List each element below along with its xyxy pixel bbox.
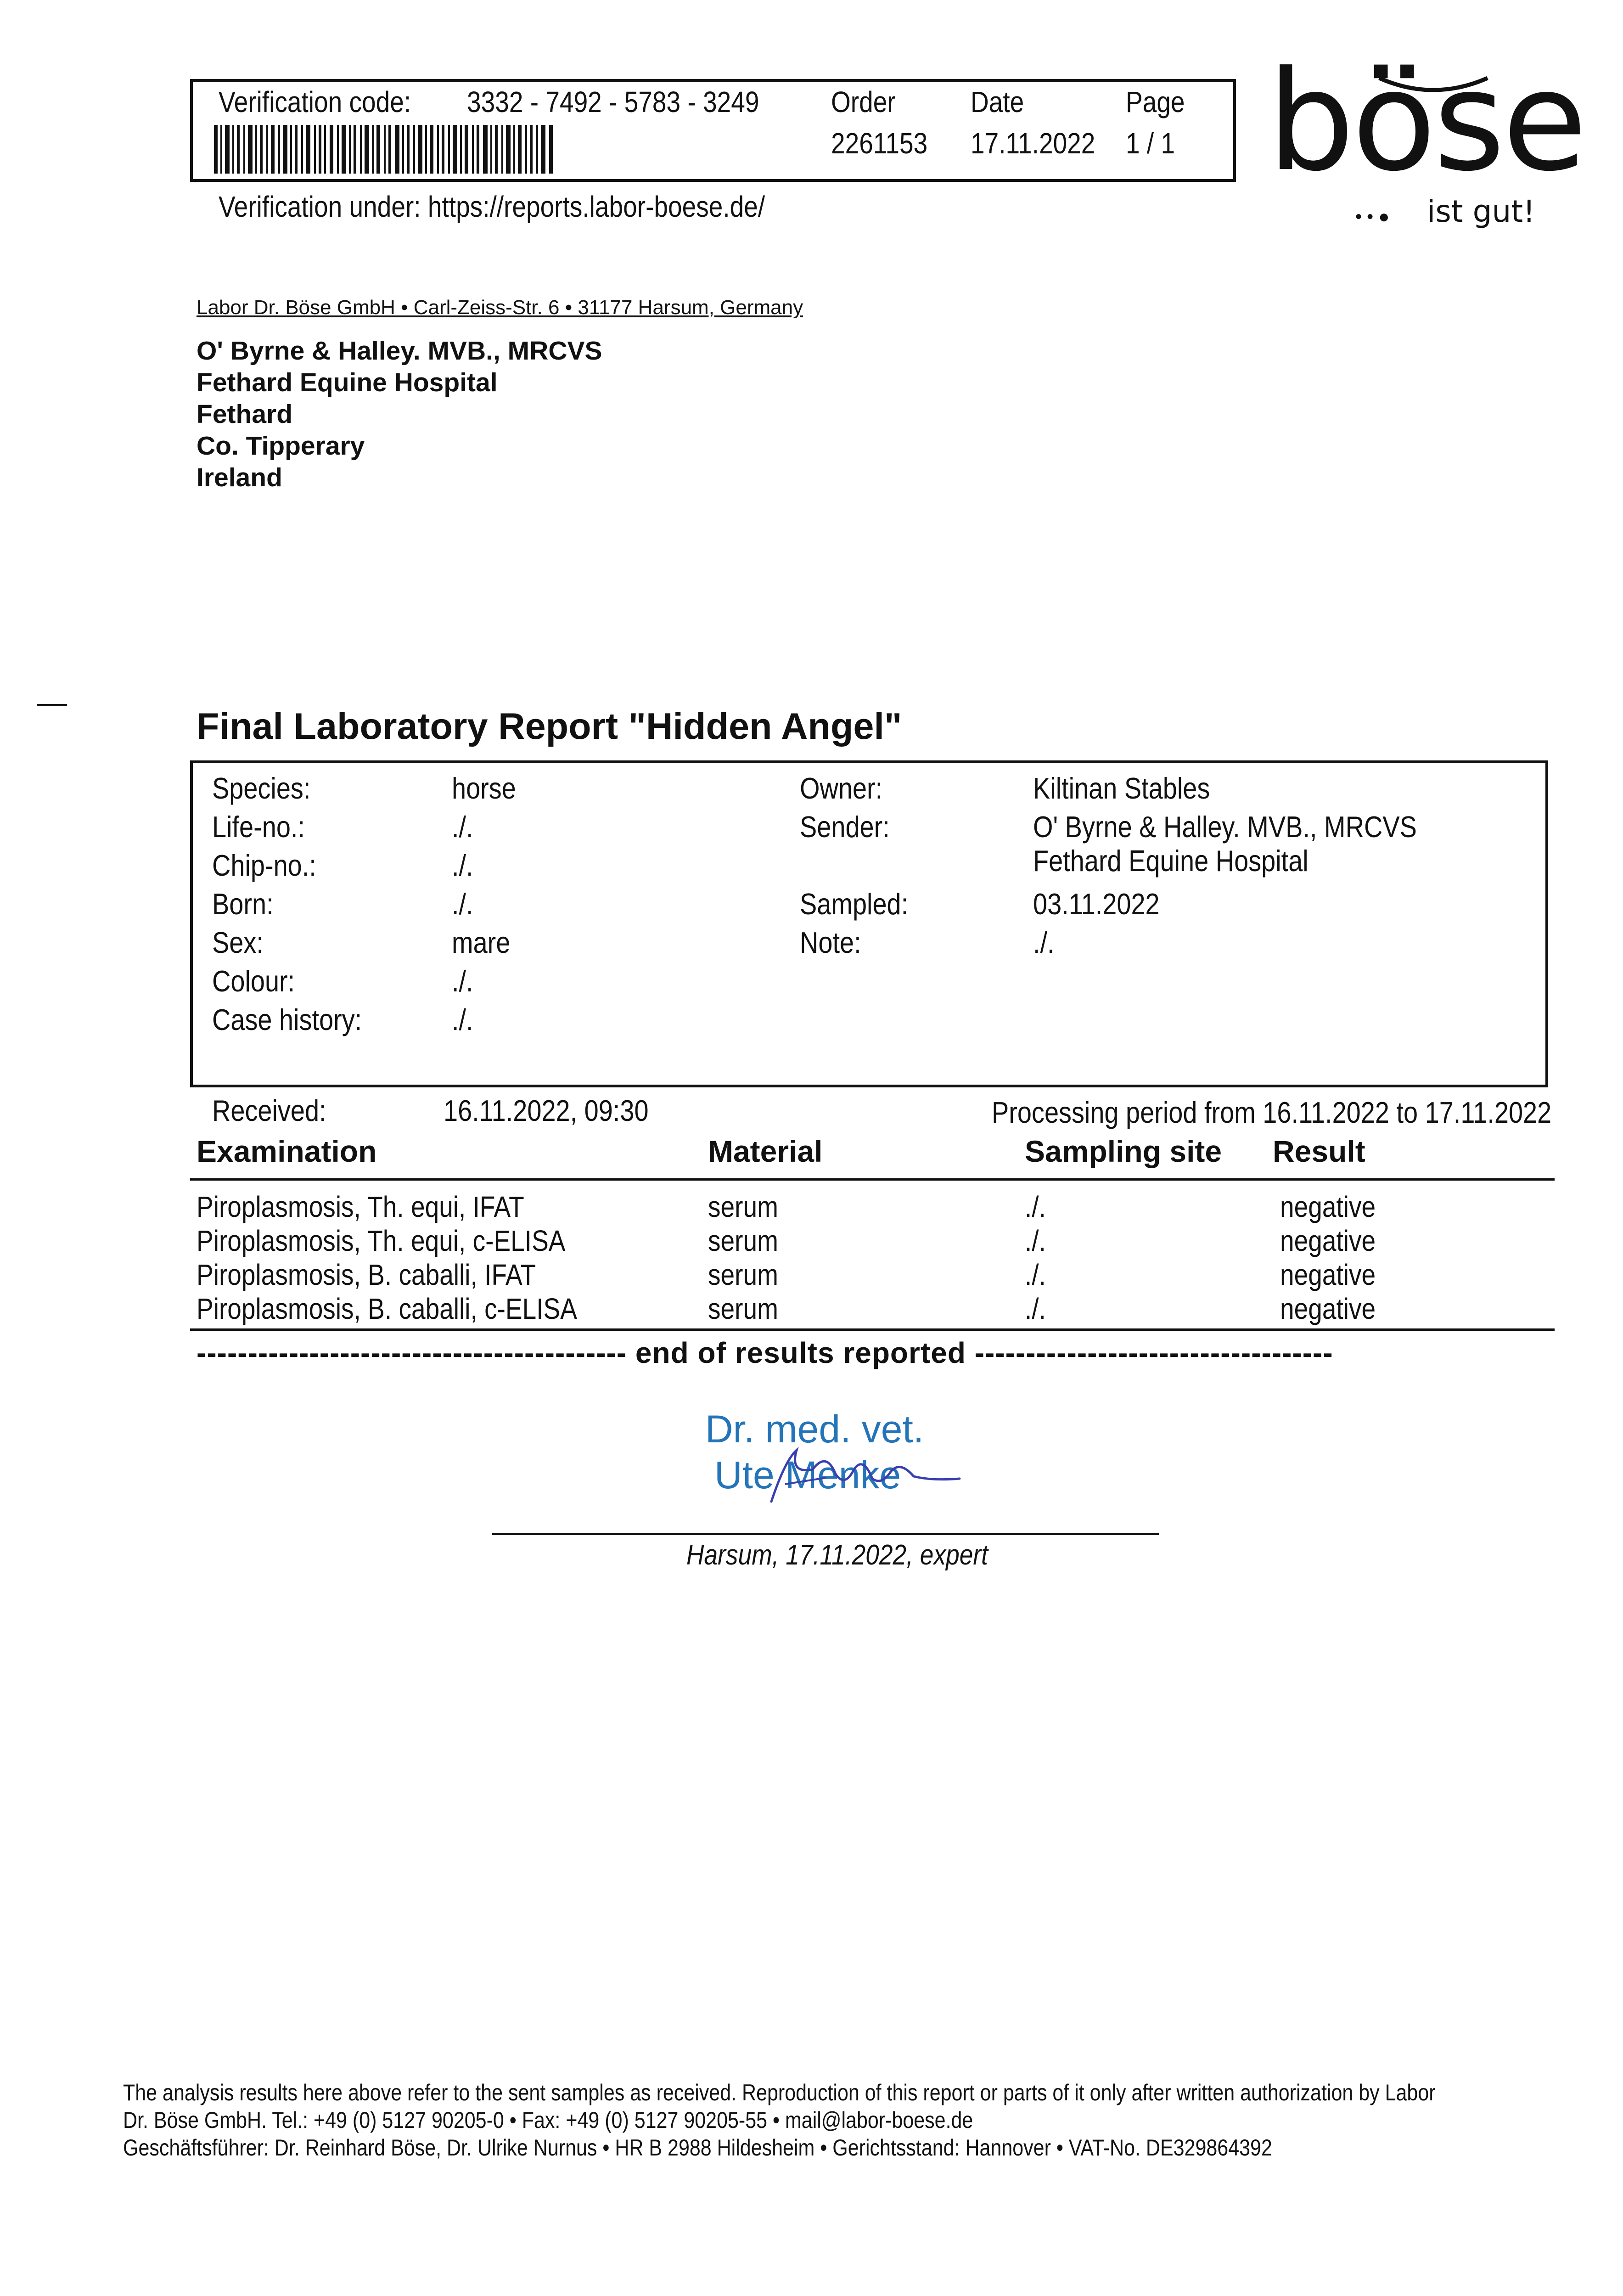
sampled-value: 03.11.2022 xyxy=(1033,887,1160,921)
column-material: Material xyxy=(708,1134,823,1168)
sampling-site-cell: ./. xyxy=(1025,1224,1046,1257)
note-value: ./. xyxy=(1033,926,1055,959)
verification-url: Verification under: https://reports.labor-boese.de/ xyxy=(219,190,765,223)
footer-line-1: The analysis results here above refer to the sent samples as received. Reproduction of this report or parts of it only after written authorization by Labor xyxy=(123,2080,1436,2105)
fold-mark xyxy=(37,704,67,706)
signature-caption: Harsum, 17.11.2022, expert xyxy=(686,1539,988,1571)
sender-label: Sender: xyxy=(800,810,890,844)
material-cell: serum xyxy=(708,1190,778,1223)
signature-line xyxy=(492,1533,1159,1535)
born-value: ./. xyxy=(452,887,473,921)
handwritten-signature xyxy=(716,1442,973,1506)
note-label: Note: xyxy=(800,926,861,959)
date-value: 17.11.2022 xyxy=(971,127,1095,160)
column-examination: Examination xyxy=(197,1134,377,1168)
sampling-site-cell: ./. xyxy=(1025,1292,1046,1325)
sampling-site-cell: ./. xyxy=(1025,1190,1046,1223)
page-value: 1 / 1 xyxy=(1126,127,1175,160)
order-value: 2261153 xyxy=(831,127,928,160)
sex-value: mare xyxy=(452,926,511,959)
logo-smile-icon xyxy=(1376,73,1490,101)
end-of-results: ------------------------------------------ end of results reported ----------------------------------- xyxy=(197,1336,1333,1369)
examination-cell: Piroplasmosis, Th. equi, IFAT xyxy=(197,1190,524,1223)
date-label: Date xyxy=(971,85,1024,118)
table-bottom-rule xyxy=(190,1328,1555,1331)
examination-cell: Piroplasmosis, B. caballi, c-ELISA xyxy=(197,1292,577,1325)
recipient-line-1: O' Byrne & Halley. MVB., MRCVS xyxy=(197,336,602,366)
received-value: 16.11.2022, 09:30 xyxy=(444,1094,649,1127)
owner-value: Kiltinan Stables xyxy=(1033,771,1210,805)
life-no-label: Life-no.: xyxy=(212,810,305,844)
sex-label: Sex: xyxy=(212,926,264,959)
stamp-name: Ute Menke xyxy=(714,1453,901,1497)
result-cell: negative xyxy=(1280,1224,1376,1257)
result-cell: negative xyxy=(1280,1190,1376,1223)
footer-line-2: Dr. Böse GmbH. Tel.: +49 (0) 5127 90205-0 • Fax: +49 (0) 5127 90205-55 • mail@labor-boese.de xyxy=(123,2107,973,2133)
chip-no-label: Chip-no.: xyxy=(212,849,316,882)
column-sampling-site: Sampling site xyxy=(1025,1134,1222,1168)
chip-no-value: ./. xyxy=(452,849,473,882)
born-label: Born: xyxy=(212,887,274,921)
table-header-rule xyxy=(190,1178,1555,1181)
processing-period: Processing period from 16.11.2022 to 17.11.2022 xyxy=(992,1096,1552,1129)
logo-tagline: ist gut! xyxy=(1427,194,1535,229)
report-title: Final Laboratory Report "Hidden Angel" xyxy=(197,706,902,747)
examination-cell: Piroplasmosis, B. caballi, IFAT xyxy=(197,1258,536,1291)
owner-label: Owner: xyxy=(800,771,883,805)
logo-dots-icon: • • ● xyxy=(1355,207,1390,227)
material-cell: serum xyxy=(708,1224,778,1257)
sampling-site-cell: ./. xyxy=(1025,1258,1046,1291)
colour-label: Colour: xyxy=(212,964,295,998)
examination-cell: Piroplasmosis, Th. equi, c-ELISA xyxy=(197,1224,566,1257)
patient-info-box xyxy=(190,760,1548,1087)
recipient-line-5: Ireland xyxy=(197,463,282,492)
colour-value: ./. xyxy=(452,964,473,998)
page-label: Page xyxy=(1126,85,1185,118)
verification-code-label: Verification code: xyxy=(219,85,411,118)
footer-line-3: Geschäftsführer: Dr. Reinhard Böse, Dr. Ulrike Nurnus • HR B 2988 Hildesheim • Gerichtsstand: Hannover • VAT-No. DE329864392 xyxy=(123,2135,1272,2161)
result-cell: negative xyxy=(1280,1258,1376,1291)
material-cell: serum xyxy=(708,1292,778,1325)
sender-value-line-2: Fethard Equine Hospital xyxy=(1033,844,1309,878)
sampled-label: Sampled: xyxy=(800,887,909,921)
species-label: Species: xyxy=(212,771,311,805)
recipient-line-3: Fethard xyxy=(197,400,293,429)
column-result: Result xyxy=(1273,1134,1365,1168)
life-no-value: ./. xyxy=(452,810,473,844)
lab-sender-line: Labor Dr. Böse GmbH • Carl-Zeiss-Str. 6 • 31177 Harsum, Germany xyxy=(197,296,803,319)
bose-logo: böse xyxy=(1267,41,1584,202)
recipient-line-2: Fethard Equine Hospital xyxy=(197,368,498,397)
barcode xyxy=(214,125,553,174)
received-label: Received: xyxy=(212,1094,326,1127)
recipient-line-4: Co. Tipperary xyxy=(197,431,365,461)
verification-code-value: 3332 - 7492 - 5783 - 3249 xyxy=(467,85,759,118)
order-label: Order xyxy=(831,85,896,118)
material-cell: serum xyxy=(708,1258,778,1291)
case-history-value: ./. xyxy=(452,1003,473,1036)
species-value: horse xyxy=(452,771,516,805)
case-history-label: Case history: xyxy=(212,1003,362,1036)
result-cell: negative xyxy=(1280,1292,1376,1325)
stamp-title: Dr. med. vet. xyxy=(705,1407,924,1451)
sender-value-line-1: O' Byrne & Halley. MVB., MRCVS xyxy=(1033,810,1417,844)
